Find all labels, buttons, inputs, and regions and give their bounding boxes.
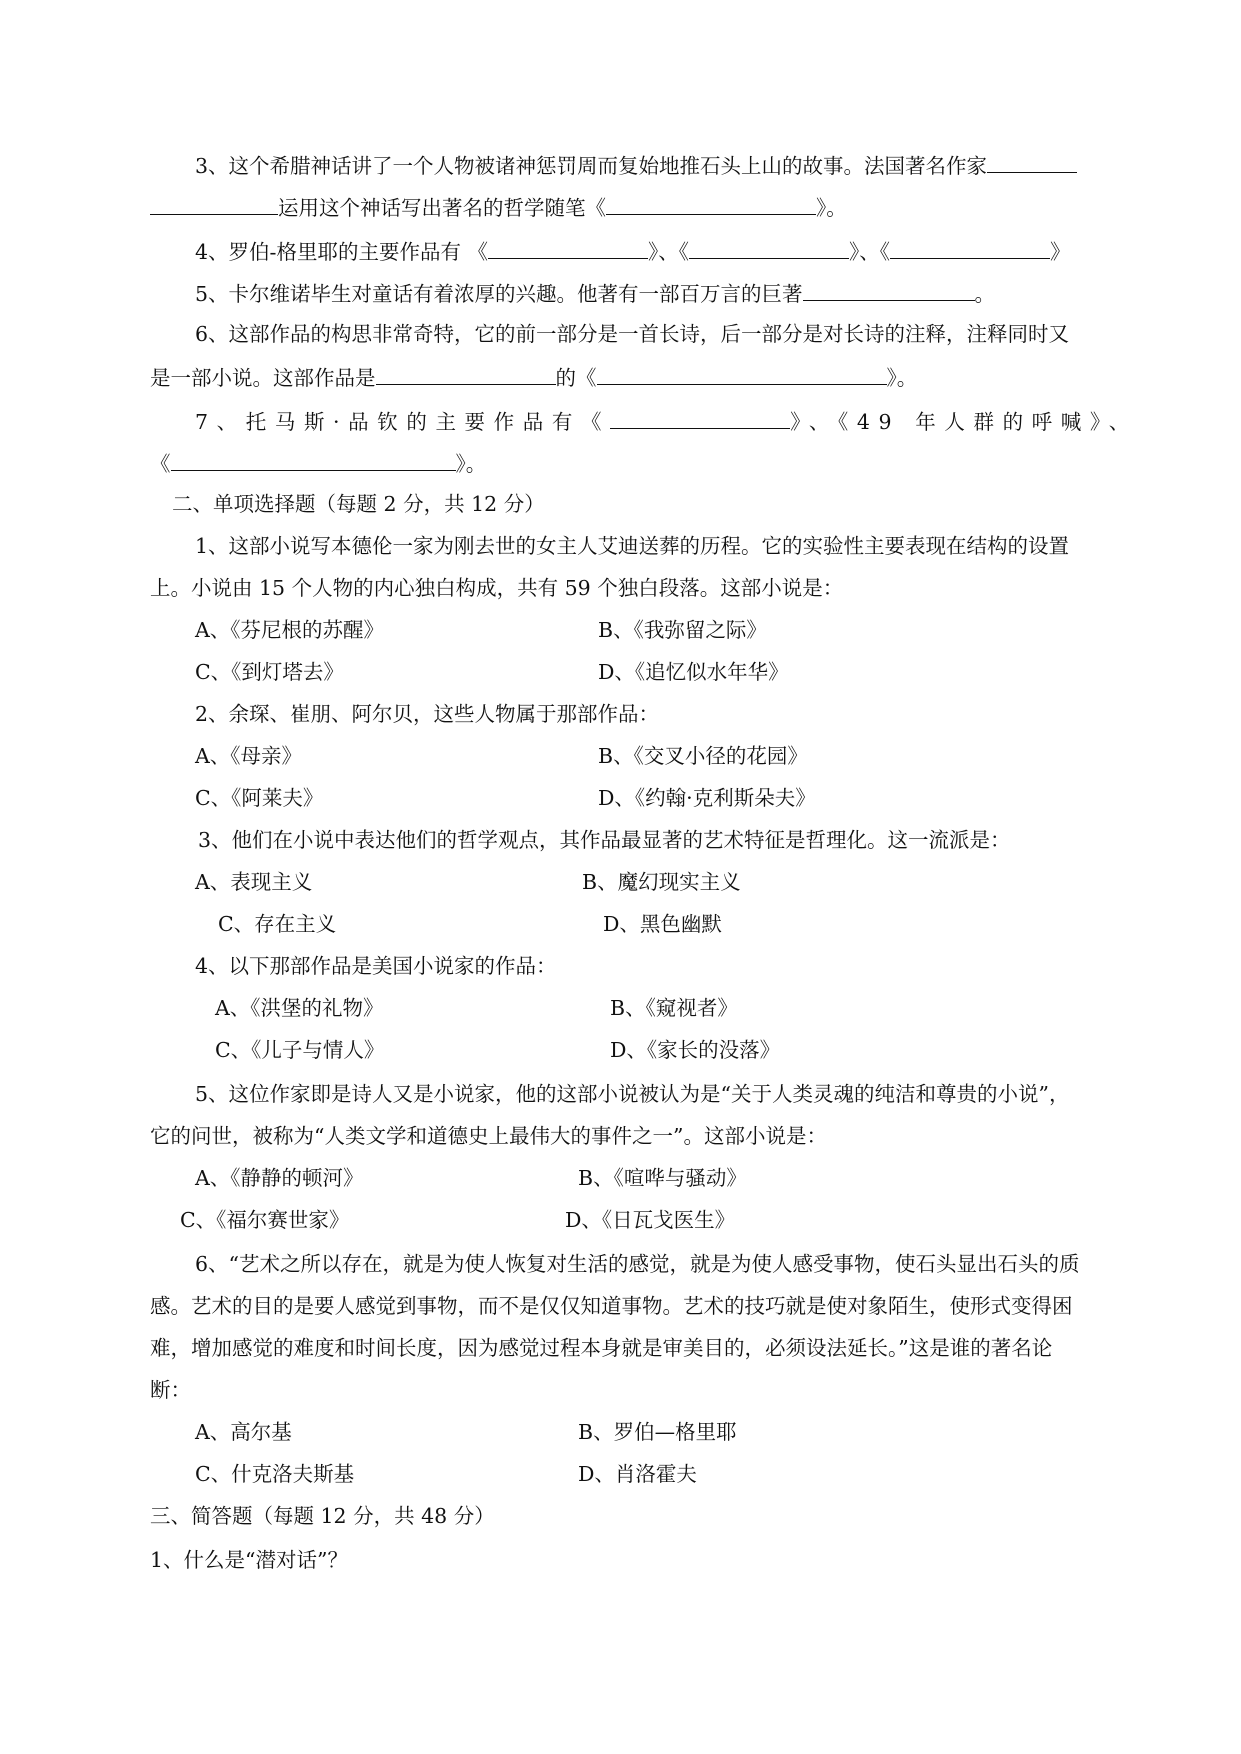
answer-blank[interactable]	[376, 362, 556, 385]
fill-q7-line1	[195, 406, 1138, 436]
mc-q1-option-d[interactable]: D、《追忆似水年华》	[598, 660, 789, 684]
question-text: 3、这个希腊神话讲了一个人物被诸神惩罚周而复始地推石头上山的故事。法国著名作家	[195, 154, 988, 178]
mc-q5-option-a[interactable]: A、《静静的顿河》	[195, 1166, 364, 1190]
question-text: 运用这个神话写出著名的哲学随笔《	[278, 196, 606, 220]
mc-q6-line3: 难，增加感觉的难度和时间长度，因为感觉过程本身就是审美目的，必须设法延长。”这是谁的著名论	[150, 1336, 1053, 1360]
mc-q1-option-c[interactable]: C、《到灯塔去》	[195, 660, 344, 684]
question-text: 》	[1050, 240, 1071, 264]
mc-q4-option-d[interactable]: D、《家长的没落》	[610, 1038, 781, 1062]
fill-q3-line2	[150, 192, 847, 222]
answer-blank[interactable]	[597, 362, 887, 385]
answer-blank[interactable]	[890, 236, 1050, 259]
answer-blank[interactable]	[803, 278, 975, 301]
mc-q5-line1: 5、这位作家即是诗人又是小说家，他的这部小说被认为是“关于人类灵魂的纯洁和尊贵的小说”，	[195, 1082, 1070, 1106]
mc-q4-option-c[interactable]: C、《儿子与情人》	[215, 1038, 385, 1062]
mc-q5-option-c[interactable]: C、《福尔赛世家》	[180, 1208, 350, 1232]
question-text: 是一部小说。这部作品是	[150, 366, 376, 390]
answer-blank[interactable]	[987, 150, 1077, 173]
question-text: 。	[974, 282, 996, 306]
question-text: 》、《	[849, 240, 890, 264]
mc-q1-line2: 上。小说由 15 个人物的内心独白构成，共有 59 个独白段落。这部小说是：	[150, 576, 844, 600]
mc-q5-option-b[interactable]: B、《喧哗与骚动》	[578, 1166, 747, 1190]
mc-q1-option-a[interactable]: A、《芬尼根的苏醒》	[195, 618, 385, 642]
mc-q6-option-a[interactable]: A、高尔基	[195, 1420, 292, 1444]
mc-q3-option-a[interactable]: A、表现主义	[195, 870, 313, 894]
fill-q3-line1	[195, 150, 1077, 180]
mc-q1-line1: 1、这部小说写本德伦一家为刚去世的女主人艾迪送葬的历程。它的实验性主要表现在结构的设置	[195, 534, 1070, 558]
mc-q3-option-c[interactable]: C、存在主义	[218, 912, 337, 936]
mc-q6-option-c[interactable]: C、什克洛夫斯基	[195, 1462, 355, 1486]
mc-q3-option-b[interactable]: B、魔幻现实主义	[582, 870, 741, 894]
question-text: 》。	[816, 196, 847, 220]
answer-blank[interactable]	[606, 192, 816, 215]
mc-q6-option-b[interactable]: B、罗伯—格里耶	[578, 1420, 737, 1444]
section-2-title: 二、单项选择题（每题 2 分，共 12 分）	[172, 492, 545, 516]
question-text: 》、《49 年人群的呼喊》、	[790, 410, 1138, 434]
mc-q2-option-a[interactable]: A、《母亲》	[195, 744, 303, 768]
section-3-title: 三、简答题（每题 12 分，共 48 分）	[150, 1504, 495, 1528]
answer-blank[interactable]	[689, 236, 849, 259]
question-text: 4、罗伯-格里耶的主要作品有 《	[195, 240, 488, 264]
answer-blank[interactable]	[171, 448, 456, 471]
answer-blank[interactable]	[488, 236, 648, 259]
question-text: 7、托马斯·品钦的主要作品有《	[195, 410, 611, 434]
mc-q3-option-d[interactable]: D、黑色幽默	[603, 912, 722, 936]
question-text: 5、卡尔维诺毕生对童话有着浓厚的兴趣。他著有一部百万言的巨著	[195, 282, 803, 306]
fill-q4-line	[195, 236, 1071, 266]
fill-q7-line2	[150, 448, 486, 478]
mc-q1-option-b[interactable]: B、《我弥留之际》	[598, 618, 767, 642]
mc-q4-line1: 4、以下那部作品是美国小说家的作品：	[195, 954, 557, 978]
fill-q6-line1: 6、这部作品的构思非常奇特，它的前一部分是一首长诗，后一部分是对长诗的注释，注释同时又	[195, 322, 1070, 346]
question-text: 《	[150, 452, 171, 476]
mc-q2-option-b[interactable]: B、《交叉小径的花园》	[598, 744, 808, 768]
answer-blank[interactable]	[150, 192, 278, 215]
question-text: 》。	[455, 452, 487, 476]
mc-q2-option-c[interactable]: C、《阿莱夫》	[195, 786, 324, 810]
question-text: 的《	[555, 366, 597, 390]
mc-q6-line1: 6、“艺术之所以存在，就是为使人恢复对生活的感觉，就是为使人感受事物，使石头显出石头的质	[195, 1252, 1080, 1276]
mc-q2-option-d[interactable]: D、《约翰·克利斯朵夫》	[598, 786, 816, 810]
mc-q4-option-a[interactable]: A、《洪堡的礼物》	[215, 996, 384, 1020]
mc-q4-option-b[interactable]: B、《窥视者》	[610, 996, 738, 1020]
fill-q6-line2	[150, 362, 917, 392]
mc-q3-line1: 3、他们在小说中表达他们的哲学观点，其作品最显著的艺术特征是哲理化。这一流派是：	[198, 828, 1011, 852]
mc-q2-line1: 2、余琛、崔朋、阿尔贝，这些人物属于那部作品：	[195, 702, 660, 726]
mc-q6-option-d[interactable]: D、肖洛霍夫	[578, 1462, 697, 1486]
mc-q6-line4: 断：	[150, 1378, 191, 1402]
question-text: 》、《	[648, 240, 689, 264]
mc-q5-line2: 它的问世，被称为“人类文学和道德史上最伟大的事件之一”。这部小说是：	[150, 1124, 827, 1148]
mc-q6-line2: 感。艺术的目的是要人感觉到事物，而不是仅仅知道事物。艺术的技巧就是使对象陌生，使形式变得困	[150, 1294, 1073, 1318]
mc-q5-option-d[interactable]: D、《日瓦戈医生》	[565, 1208, 736, 1232]
fill-q5-line	[195, 278, 995, 308]
question-text: 》。	[886, 366, 918, 390]
answer-blank[interactable]	[610, 406, 790, 429]
short-answer-q1: 1、什么是“潜对话”？	[150, 1548, 349, 1572]
